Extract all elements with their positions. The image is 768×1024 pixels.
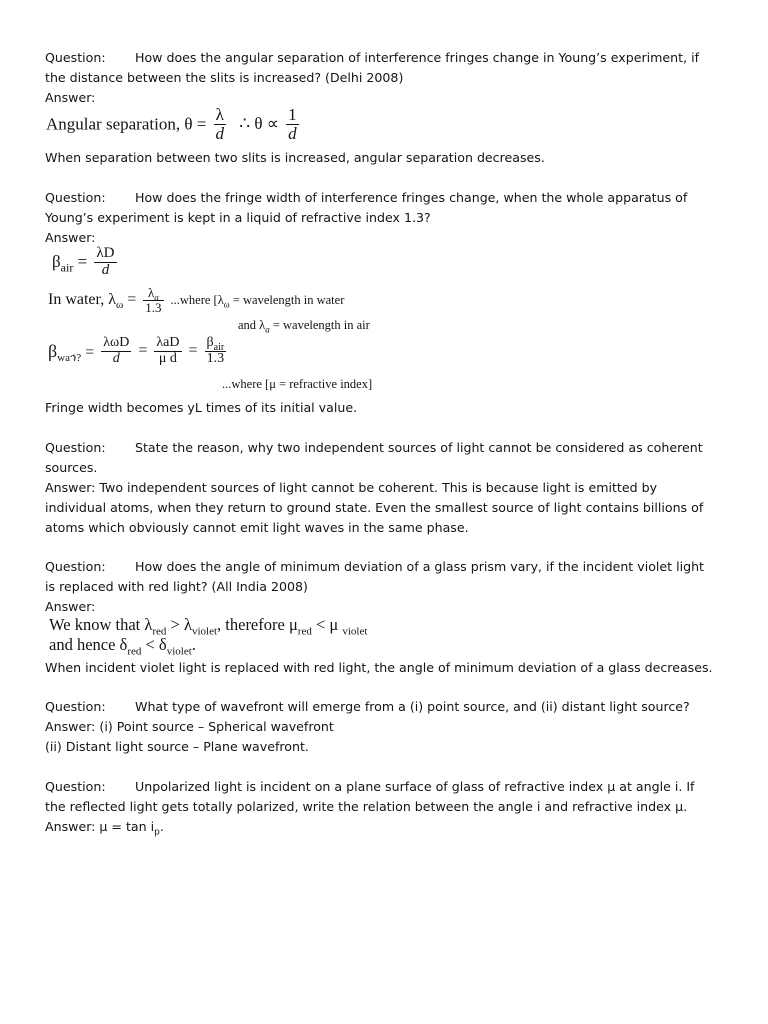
q2-lambda-w-D-over-d [101, 336, 131, 366]
where-air-rest: = wavelength in air [269, 318, 370, 332]
q5-question-line1 [45, 697, 690, 717]
q6-question-line2: the reflected light gets totally polarized, write the relation between the angle i and refractive index μ. [45, 799, 688, 814]
air-subscript: air [213, 341, 225, 353]
lambda: λ [103, 335, 111, 350]
a-D: aD [163, 335, 180, 350]
omega-subscript: ω [115, 299, 124, 312]
q4-conclusion: When incident violet light is replaced with red light, the angle of minimum deviation of a glass decreases. [45, 660, 713, 675]
q2-lambdaD-over-d [94, 246, 116, 279]
q1-answer-label: Answer: [45, 90, 96, 105]
equals: = [127, 291, 137, 309]
greater-than: > λ [166, 615, 192, 634]
q5-question-text: What type of wavefront will emerge from a (i) point source, and (ii) distant light source? [135, 699, 690, 714]
omega-D: ωD [110, 335, 130, 350]
beta-symbol: β [52, 252, 61, 272]
where-water: ...where [λ [170, 292, 224, 307]
frac-den: d [101, 261, 110, 278]
q1-frac2-num: 1 [288, 105, 297, 124]
q1-formula-label: Angular separation, θ = [46, 114, 207, 134]
q4-formula-line2 [49, 635, 196, 658]
period: . [191, 635, 196, 654]
q1-therefore: ∴ θ ∝ [239, 114, 279, 134]
beta-symbol: β [48, 340, 58, 361]
air-subscript: air [60, 260, 74, 275]
a-subscript: a [154, 292, 159, 303]
question-label: Question: [45, 50, 106, 65]
lambda: λ [147, 285, 155, 300]
q2-where-air [238, 318, 370, 333]
frac-num [143, 286, 163, 301]
less-than: < δ [141, 635, 167, 654]
q1-frac-den: d [215, 123, 225, 143]
period: . [159, 819, 164, 834]
p-subscript: p [154, 827, 160, 838]
q4-question-text: How does the angle of minimum deviation of a glass prism vary, if the incident violet light [135, 559, 704, 574]
q2-water-formula [48, 286, 344, 314]
question-label: Question: [45, 699, 106, 714]
q2-lambda-aD-over-mud [154, 336, 181, 366]
q6-answer-text: Answer: μ = tan i [45, 819, 155, 834]
q3-answer-line1: Answer: Two independent sources of light cannot be coherent. This is because light is emitted by [45, 480, 658, 495]
q2-conclusion: Fringe width becomes yL times of its initial value. [45, 400, 358, 415]
q1-frac-num: λ [214, 106, 227, 125]
q1-formula [46, 106, 302, 143]
q4-answer-label: Answer: [45, 599, 96, 614]
violet-subscript: violet [191, 625, 218, 638]
q2-beta-air-over-13 [205, 336, 227, 366]
water-subscript: waኅ? [57, 351, 82, 364]
frac-den: μ d [158, 350, 177, 366]
frac-den: d [112, 350, 120, 366]
frac-num: λD [96, 245, 115, 261]
equals: = [188, 342, 198, 360]
q2-question-line2: Young’s experiment is kept in a liquid of refractive index 1.3? [45, 210, 431, 225]
q2-question-line1 [45, 188, 687, 208]
q1-conclusion: When separation between two slits is increased, angular separation decreases. [45, 150, 545, 165]
q6-question-line1 [45, 777, 695, 797]
equals: = [77, 252, 88, 272]
q1-question-line1 [45, 48, 699, 68]
q3-question-line1 [45, 438, 703, 458]
question-label: Question: [45, 440, 106, 455]
q6-answer [45, 817, 164, 837]
q2-where-mu: ...where [μ = refractive index] [222, 377, 373, 391]
frac-num [205, 336, 227, 352]
q3-question-text: State the reason, why two independent sources of light cannot be considered as coherent [135, 440, 703, 455]
q2-beta-air-formula [52, 246, 120, 279]
q2-answer-label: Answer: [45, 230, 96, 245]
where-air: and λ [238, 318, 266, 332]
question-label: Question: [45, 190, 106, 205]
violet-subscript: violet [342, 625, 368, 638]
q1-one-over-d [286, 106, 299, 143]
red-subscript: red [152, 625, 167, 638]
hence-text: and hence δ [49, 635, 128, 654]
omega-subscript: ω [223, 299, 230, 310]
q5-answer-line2: (ii) Distant light source – Plane wavefront. [45, 739, 309, 754]
q1-question-line2: the distance between the slits is increased? (Delhi 2008) [45, 70, 404, 85]
q1-question-text: How does the angular separation of interference fringes change in Young’s experiment, if [135, 50, 700, 65]
q4-question-line1 [45, 557, 704, 577]
equals: = [138, 342, 148, 360]
violet-subscript: violet [166, 645, 192, 658]
where-water-rest: = wavelength in water [229, 292, 345, 307]
q2-beta-water-formula [48, 336, 229, 366]
lambda: λ [156, 335, 164, 350]
q6-question-text: Unpolarized light is incident on a plane surface of glass of refractive index μ at angle i. If [135, 779, 695, 794]
therefore-text: , therefore μ [217, 615, 298, 634]
q4-formula-line1 [49, 615, 368, 638]
q3-answer-line2: individual atoms, when they return to ground state. Even the smallest source of light contains billions of [45, 500, 704, 515]
q3-answer-line3: atoms which obviously cannot emit light waves in the same phase. [45, 520, 469, 535]
q5-answer-line1: Answer: (i) Point source – Spherical wavefront [45, 719, 334, 734]
question-label: Question: [45, 559, 106, 574]
q1-frac2-den: d [288, 123, 297, 143]
in-water-text: In water, λ [48, 291, 116, 309]
q2-lambda-a-over-13 [143, 286, 163, 314]
we-know-text: We know that λ [49, 615, 153, 634]
beta: β [206, 335, 214, 350]
equals: = [85, 343, 95, 361]
less-than: < μ [311, 615, 343, 634]
question-label: Question: [45, 779, 106, 794]
frac-den: 1.3 [145, 299, 162, 315]
a-subscript: a [265, 324, 270, 335]
frac-num [154, 336, 181, 352]
q2-question-text: How does the fringe width of interference fringes change, when the whole apparatus of [135, 190, 688, 205]
q4-question-line2: is replaced with red light? (All India 2008) [45, 579, 308, 594]
q3-question-line2: sources. [45, 460, 98, 475]
q1-lambda-over-d [214, 106, 227, 143]
red-subscript: red [297, 625, 312, 638]
frac-num [101, 336, 131, 352]
frac-den: 1.3 [206, 350, 225, 366]
red-subscript: red [127, 645, 142, 658]
